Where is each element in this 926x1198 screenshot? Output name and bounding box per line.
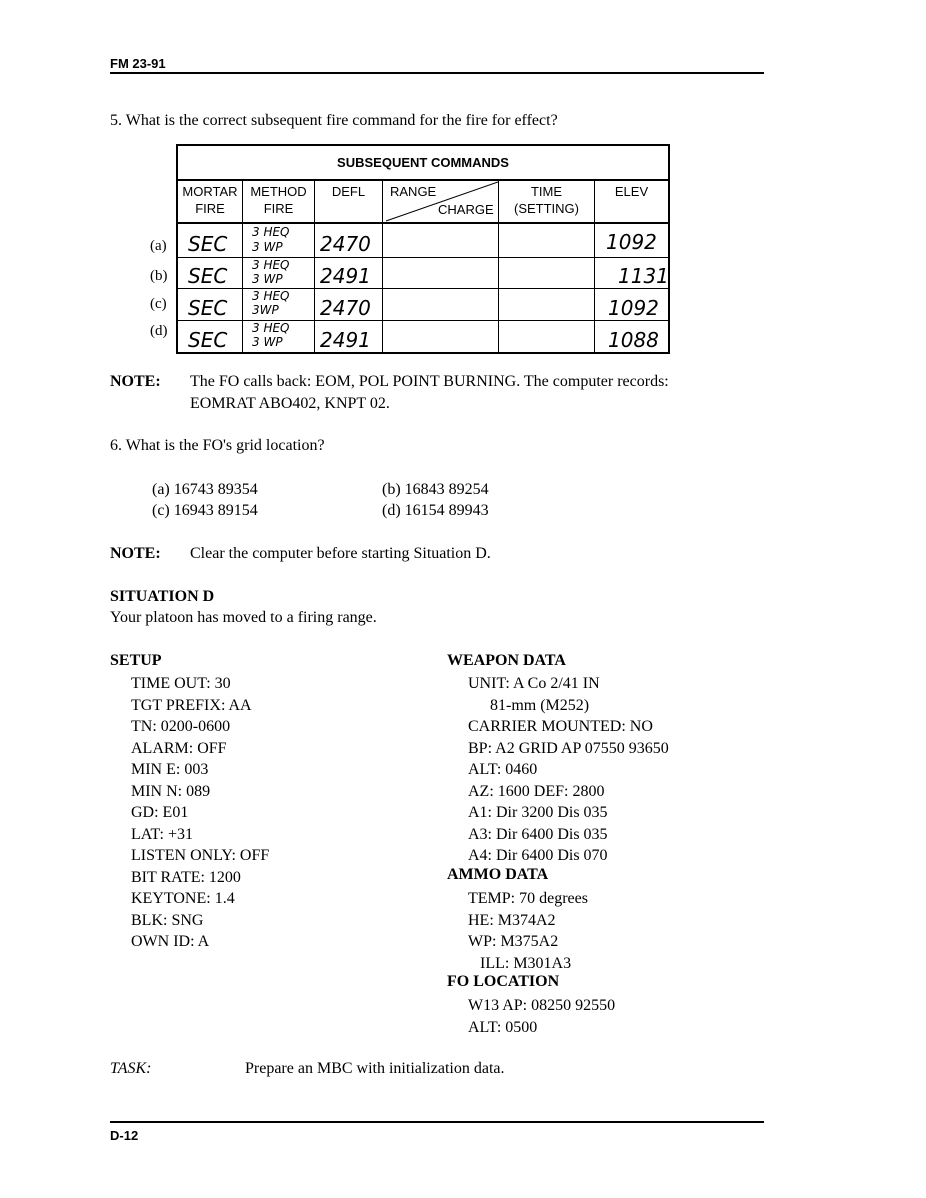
weapon-alt: ALT: 0460 — [468, 761, 538, 778]
note-label: NOTE: — [110, 545, 161, 562]
setup-item: TN: 0200-0600 — [131, 718, 231, 735]
ammo-ill: ILL: M301A3 — [480, 954, 572, 972]
note-text: Clear the computer before starting Situation D. — [190, 545, 491, 562]
setup-item: TGT PREFIX: AA — [131, 696, 252, 714]
setup-item: KEYTONE: 1.4 — [131, 890, 235, 907]
setup-item: OWN ID: A — [131, 933, 210, 950]
cell-elev: 1092 — [606, 230, 657, 254]
setup-item: LISTEN ONLY: OFF — [131, 847, 270, 864]
cell-elev: 1088 — [608, 328, 659, 352]
answer-option: (b) 16843 89254 — [382, 481, 489, 498]
col-time-setting — [499, 183, 594, 217]
cell-mortar: SEC — [188, 296, 228, 320]
setup-item: ALARM: OFF — [131, 739, 227, 757]
setup-item: GD: E01 — [131, 804, 189, 821]
col-defl: DEFL — [331, 184, 366, 199]
header-rule — [110, 72, 764, 74]
cell-mortar: SEC — [188, 264, 228, 288]
weapon-carrier: CARRIER MOUNTED: NO — [468, 718, 653, 735]
ammo-temp: TEMP: 70 degrees — [468, 890, 588, 907]
question-5: 5. What is the correct subsequent fire command for the fire for effect? — [110, 112, 558, 129]
task-label: TASK: — [110, 1060, 152, 1077]
fo-location-list — [468, 995, 615, 1038]
col-mortar-line1: MORTAR — [182, 184, 238, 199]
col-method-line1: METHOD — [250, 184, 307, 199]
weapon-a4: A4: Dir 6400 Dis 070 — [468, 847, 608, 864]
manual-number: FM 23-91 — [110, 56, 166, 71]
col-method-fire — [243, 183, 314, 217]
col-mortar-fire — [178, 183, 242, 217]
cell-defl: 2470 — [320, 232, 371, 256]
setup-list — [131, 673, 269, 953]
weapon-a3: A3: Dir 6400 Dis 035 — [468, 825, 608, 843]
cell-defl: 2491 — [320, 328, 371, 352]
cell-method-bottom: 3 WP — [252, 240, 283, 254]
col-charge: CHARGE — [438, 202, 494, 217]
cell-method-top: 3 HEQ — [252, 289, 290, 303]
note-line: The FO calls back: EOM, POL POINT BURNING. The computer records: — [190, 373, 669, 390]
setup-item: LAT: +31 — [131, 825, 193, 843]
cell-elev: 1131 — [618, 264, 669, 288]
weapon-a1: A1: Dir 3200 Dis 035 — [468, 804, 608, 821]
ammo-data-title: AMMO DATA — [447, 866, 549, 883]
weapon-data-title: WEAPON DATA — [447, 652, 566, 669]
footer-rule — [110, 1121, 764, 1123]
fo-alt: ALT: 0500 — [468, 1018, 538, 1036]
table-col-rule — [594, 180, 595, 352]
col-time-line1: TIME — [530, 184, 563, 199]
setup-item: MIN N: 089 — [131, 782, 211, 800]
cell-defl: 2491 — [320, 264, 371, 288]
row-label: (a) — [150, 238, 167, 254]
weapon-az: AZ: 1600 DEF: 2800 — [468, 782, 605, 800]
table-title: SUBSEQUENT COMMANDS — [337, 155, 509, 170]
answer-option: (a) 16743 89354 — [152, 481, 258, 498]
answer-option: (d) 16154 89943 — [382, 502, 489, 519]
task-text: Prepare an MBC with initialization data. — [245, 1060, 505, 1077]
setup-item: MIN E: 003 — [131, 761, 209, 778]
answer-option: (c) 16943 89154 — [152, 502, 258, 519]
col-method-line2: FIRE — [263, 201, 294, 216]
setup-title: SETUP — [110, 652, 162, 669]
cell-method-bottom: 3 WP — [252, 272, 283, 286]
row-label: (b) — [150, 268, 168, 284]
row-label: (c) — [150, 296, 167, 312]
fo-w13: W13 AP: 08250 92550 — [468, 997, 616, 1014]
cell-method-top: 3 HEQ — [252, 258, 290, 272]
note-line: EOMRAT ABO402, KNPT 02. — [190, 395, 390, 412]
page-number: D-12 — [110, 1128, 139, 1143]
ammo-data-list — [468, 888, 588, 974]
weapon-unit: UNIT: A Co 2/41 IN — [468, 675, 600, 692]
note-label: NOTE: — [110, 373, 161, 390]
col-range: RANGE — [390, 184, 437, 199]
table-col-rule — [314, 180, 315, 352]
weapon-data-list — [468, 673, 669, 867]
cell-method-bottom: 3WP — [252, 303, 279, 317]
cell-elev: 1092 — [608, 296, 659, 320]
cell-method-bottom: 3 WP — [252, 335, 283, 349]
setup-item: BLK: SNG — [131, 911, 204, 929]
weapon-type: 81-mm (M252) — [490, 696, 590, 714]
question-6: 6. What is the FO's grid location? — [110, 437, 325, 454]
col-mortar-line2: FIRE — [195, 201, 225, 216]
cell-defl: 2470 — [320, 296, 371, 320]
col-time-line2: (SETTING) — [514, 201, 579, 216]
cell-mortar: SEC — [188, 232, 228, 256]
setup-item: TIME OUT: 30 — [131, 675, 231, 692]
situation-text: Your platoon has moved to a firing range. — [110, 609, 377, 626]
setup-item: BIT RATE: 1200 — [131, 868, 241, 886]
cell-method-top: 3 HEQ — [252, 225, 290, 239]
weapon-bp: BP: A2 GRID AP 07550 93650 — [468, 739, 669, 757]
situation-title: SITUATION D — [110, 588, 215, 605]
cell-mortar: SEC — [188, 328, 228, 352]
subsequent-commands-table — [176, 144, 670, 354]
ammo-he: HE: M374A2 — [468, 911, 556, 929]
fo-location-title: FO LOCATION — [447, 973, 560, 990]
col-elev: ELEV — [614, 184, 649, 199]
row-label: (d) — [150, 323, 168, 339]
ammo-wp: WP: M375A2 — [468, 933, 559, 950]
cell-method-top: 3 HEQ — [252, 321, 290, 335]
